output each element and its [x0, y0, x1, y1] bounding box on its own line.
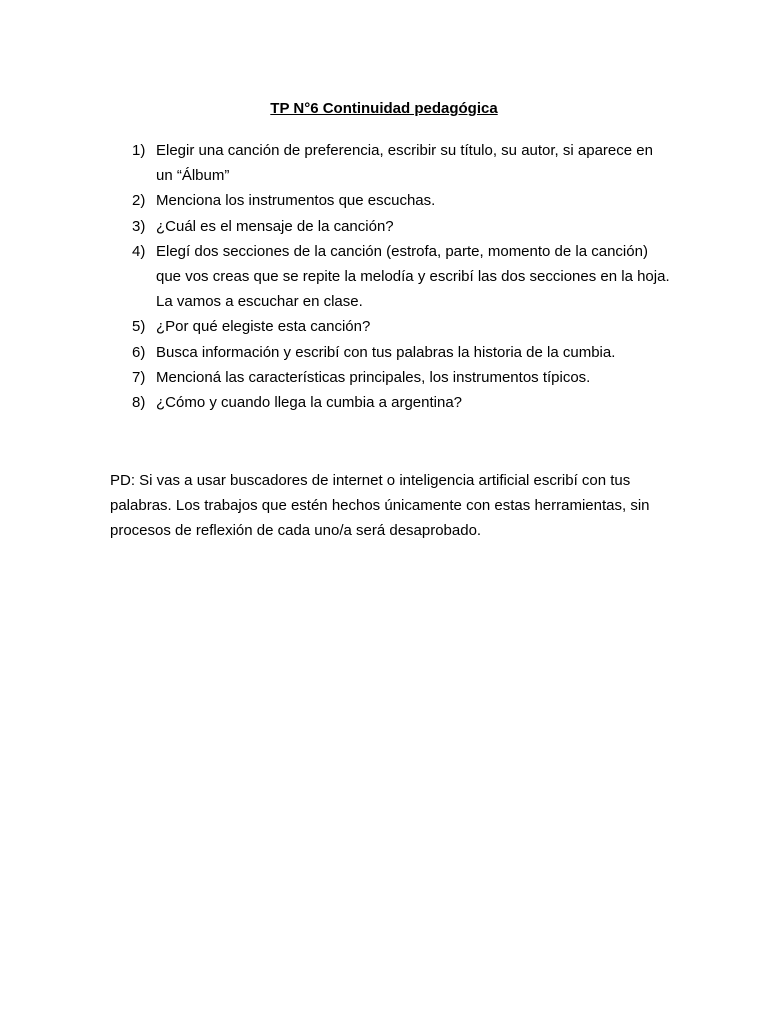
- question-text: Mencioná las características principales, los instrumentos típicos.: [156, 368, 591, 386]
- question-item: [110, 188, 670, 213]
- question-list: [110, 138, 670, 415]
- question-item: [110, 314, 670, 339]
- question-item: [110, 340, 670, 365]
- question-item: [110, 390, 670, 415]
- question-text: ¿Cómo y cuando llega la cumbia a argentina?: [156, 394, 463, 412]
- question-item: [110, 138, 670, 188]
- question-number: 8): [132, 394, 146, 412]
- question-number: 1): [132, 142, 146, 159]
- question-text: Elegí dos secciones de la canción (estrofa, parte, momento de la canción) que vos creas que se repite la melodía y escribí las dos secciones en la hoja. La vamos a escuchar en clase.: [156, 242, 670, 311]
- note-paragraph: PD: Si vas a usar buscadores de internet o inteligencia artificial escribí con tus palabras. Los trabajos que estén hechos únicamente con estas herramientas, sin procesos de reflexión de cada uno/a será desaprobado.: [110, 472, 650, 540]
- question-number: 5): [132, 318, 146, 336]
- question-number: 2): [132, 192, 146, 210]
- question-item: [110, 214, 670, 239]
- question-text: ¿Por qué elegiste esta canción?: [156, 318, 371, 336]
- question-text: ¿Cuál es el mensaje de la canción?: [156, 217, 394, 235]
- question-number: 6): [132, 343, 146, 361]
- question-number: 3): [132, 217, 146, 235]
- question-text: Busca información y escribí con tus palabras la historia de la cumbia.: [156, 343, 616, 361]
- question-item: [110, 365, 670, 390]
- question-item: [110, 239, 670, 315]
- question-text: Elegir una canción de preferencia, escribir su título, su autor, si aparece en un “Álbum”: [156, 142, 653, 185]
- question-number: 4): [132, 242, 146, 260]
- document-title: TP N°6 Continuidad pedagógica: [270, 100, 498, 117]
- question-text: Menciona los instrumentos que escuchas.: [156, 192, 436, 210]
- question-number: 7): [132, 368, 146, 386]
